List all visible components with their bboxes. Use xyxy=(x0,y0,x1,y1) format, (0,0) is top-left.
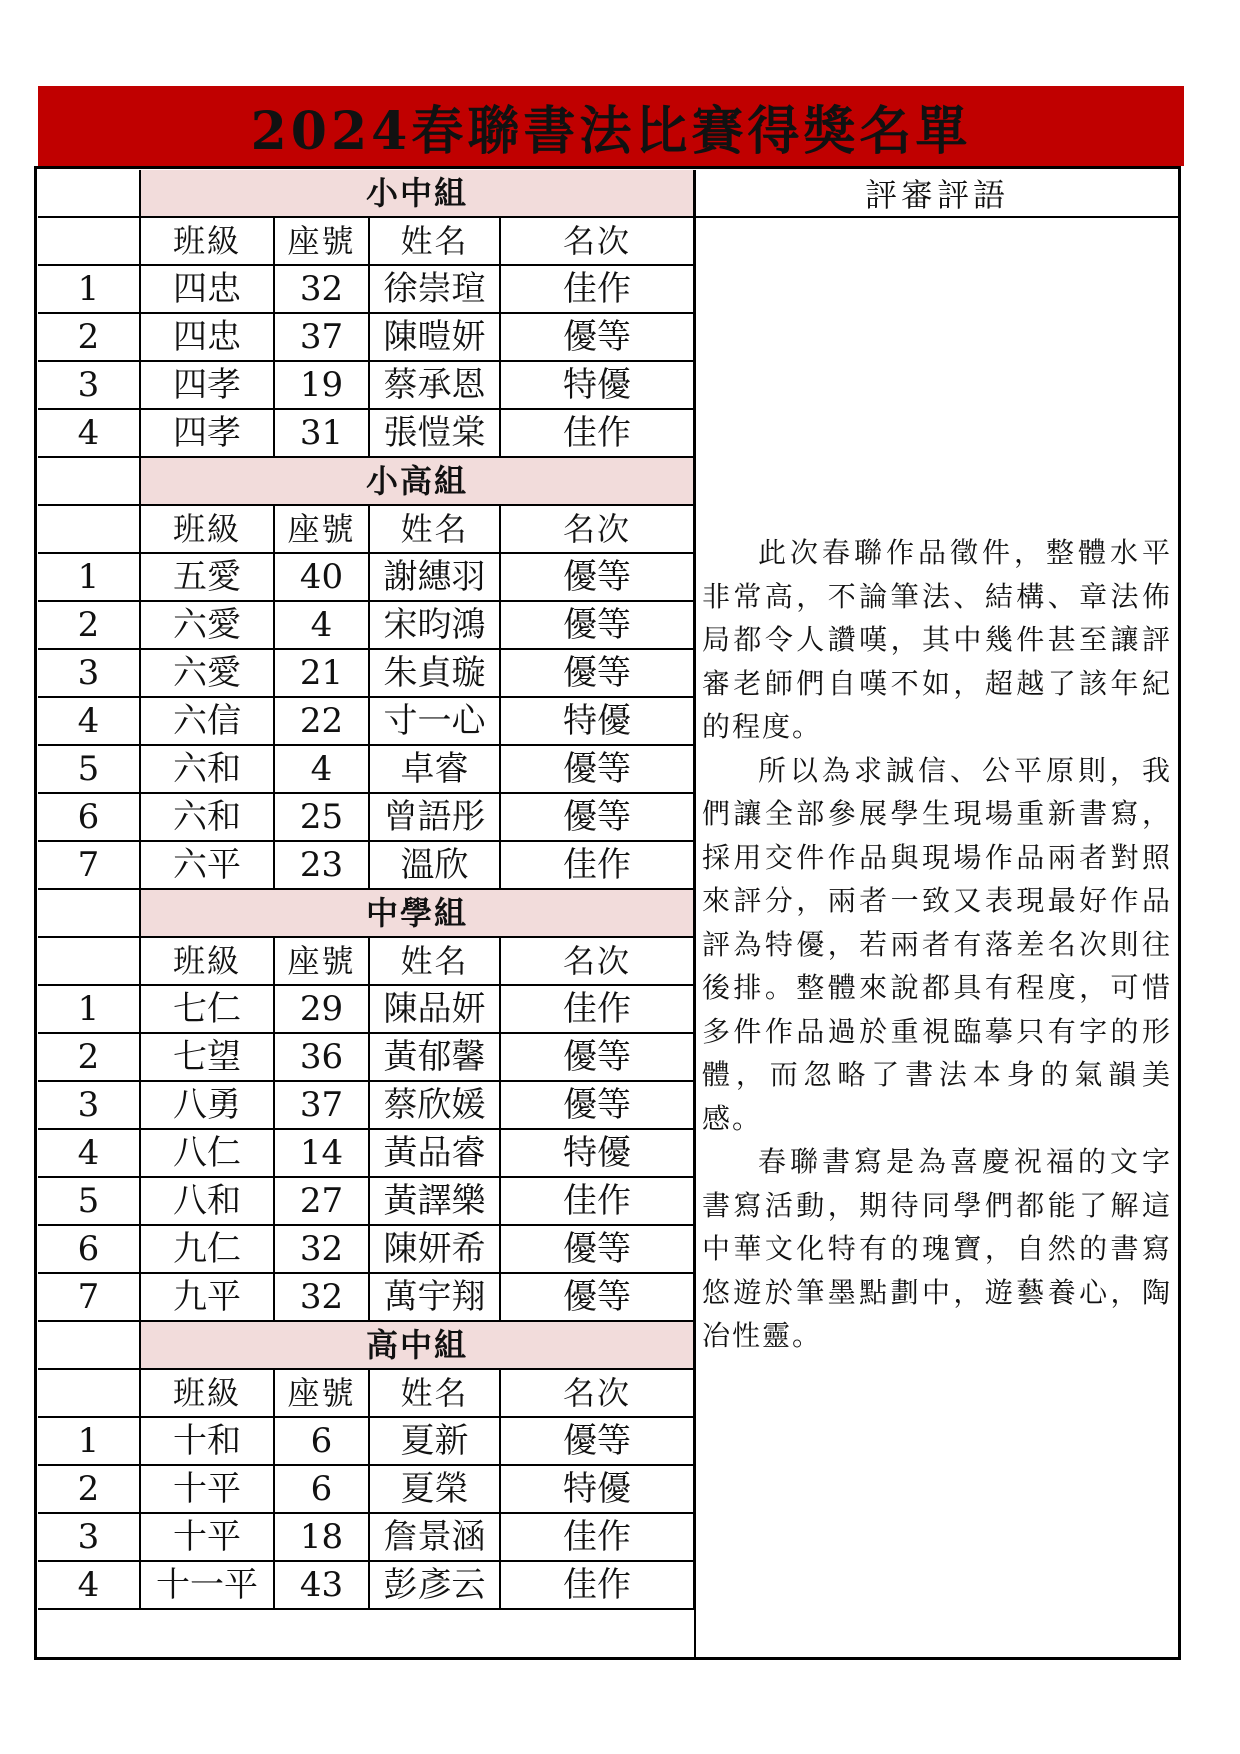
table-row xyxy=(38,1225,694,1273)
cell-name: 黃品睿 xyxy=(369,1129,500,1177)
column-header-row xyxy=(38,1369,694,1417)
cell-rank: 佳作 xyxy=(500,1513,694,1561)
cell-rank: 優等 xyxy=(500,1417,694,1465)
cell-seat: 32 xyxy=(274,1273,369,1321)
cell-class: 四孝 xyxy=(140,409,274,457)
row-number: 3 xyxy=(38,1081,140,1129)
table-row xyxy=(38,793,694,841)
blank-cell xyxy=(38,1321,140,1369)
row-number: 4 xyxy=(38,697,140,745)
cell-rank: 佳作 xyxy=(500,1561,694,1609)
table-row xyxy=(38,601,694,649)
table-row xyxy=(38,265,694,313)
results-table xyxy=(38,170,695,1610)
column-header: 座號 xyxy=(274,217,369,265)
column-header-row xyxy=(38,217,694,265)
table-row xyxy=(38,985,694,1033)
cell-seat: 25 xyxy=(274,793,369,841)
cell-rank: 特優 xyxy=(500,697,694,745)
row-number: 1 xyxy=(38,553,140,601)
table-row xyxy=(38,1033,694,1081)
row-number: 6 xyxy=(38,1225,140,1273)
cell-rank: 佳作 xyxy=(500,265,694,313)
comments-panel xyxy=(694,218,1178,1657)
cell-class: 十平 xyxy=(140,1465,274,1513)
row-number: 2 xyxy=(38,601,140,649)
table-row xyxy=(38,1417,694,1465)
row-number: 2 xyxy=(38,1033,140,1081)
cell-rank: 佳作 xyxy=(500,409,694,457)
cell-class: 五愛 xyxy=(140,553,274,601)
cell-class: 七望 xyxy=(140,1033,274,1081)
row-number: 1 xyxy=(38,265,140,313)
table-row xyxy=(38,313,694,361)
row-number: 4 xyxy=(38,409,140,457)
cell-class: 六愛 xyxy=(140,601,274,649)
table-row xyxy=(38,1273,694,1321)
table-row xyxy=(38,1129,694,1177)
column-header: 姓名 xyxy=(369,1369,500,1417)
cell-rank: 優等 xyxy=(500,649,694,697)
table-row xyxy=(38,1513,694,1561)
column-header: 座號 xyxy=(274,937,369,985)
blank-cell xyxy=(38,937,140,985)
row-number: 4 xyxy=(38,1129,140,1177)
row-number: 1 xyxy=(38,1417,140,1465)
column-header: 姓名 xyxy=(369,505,500,553)
blank-cell xyxy=(38,170,140,217)
cell-seat: 27 xyxy=(274,1177,369,1225)
cell-seat: 23 xyxy=(274,841,369,889)
blank-cell xyxy=(38,457,140,505)
cell-seat: 22 xyxy=(274,697,369,745)
cell-rank: 佳作 xyxy=(500,1177,694,1225)
column-header: 座號 xyxy=(274,1369,369,1417)
cell-seat: 6 xyxy=(274,1417,369,1465)
column-header-row xyxy=(38,505,694,553)
cell-name: 夏榮 xyxy=(369,1465,500,1513)
cell-name: 宋昀鴻 xyxy=(369,601,500,649)
cell-rank: 特優 xyxy=(500,1465,694,1513)
table-row xyxy=(38,361,694,409)
row-number: 6 xyxy=(38,793,140,841)
cell-name: 張愷棠 xyxy=(369,409,500,457)
row-number: 5 xyxy=(38,1177,140,1225)
comments-body xyxy=(702,531,1172,1358)
cell-seat: 29 xyxy=(274,985,369,1033)
row-number: 4 xyxy=(38,1561,140,1609)
table-row xyxy=(38,1561,694,1609)
cell-class: 八和 xyxy=(140,1177,274,1225)
row-number: 3 xyxy=(38,649,140,697)
column-header: 名次 xyxy=(500,1369,694,1417)
table-row xyxy=(38,1465,694,1513)
group-title-row xyxy=(38,457,694,505)
cell-rank: 優等 xyxy=(500,1225,694,1273)
cell-name: 黃譯樂 xyxy=(369,1177,500,1225)
comment-paragraph: 所以為求誠信、公平原則，我們讓全部參展學生現場重新書寫，採用交件作品與現場作品兩者對照來評分，兩者一致又表現最好作品評為特優，若兩者有落差名次則往後排。整體來說都具有程度，可惜多件作品過於重視臨摹只有字的形體，而忽略了書法本身的氣韻美感。 xyxy=(702,753,1172,1135)
cell-name: 萬宇翔 xyxy=(369,1273,500,1321)
comments-heading: 評審評語 xyxy=(694,170,1178,218)
group-title-row xyxy=(38,170,694,217)
column-header: 班級 xyxy=(140,937,274,985)
cell-rank: 優等 xyxy=(500,1081,694,1129)
cell-rank: 優等 xyxy=(500,1033,694,1081)
cell-seat: 40 xyxy=(274,553,369,601)
cell-class: 六和 xyxy=(140,793,274,841)
cell-class: 六和 xyxy=(140,745,274,793)
column-header: 名次 xyxy=(500,217,694,265)
group-title: 高中組 xyxy=(140,1321,694,1369)
blank-cell xyxy=(38,1369,140,1417)
cell-name: 詹景涵 xyxy=(369,1513,500,1561)
cell-name: 溫欣 xyxy=(369,841,500,889)
cell-name: 寸一心 xyxy=(369,697,500,745)
cell-rank: 佳作 xyxy=(500,841,694,889)
cell-seat: 37 xyxy=(274,313,369,361)
cell-seat: 43 xyxy=(274,1561,369,1609)
cell-name: 陳品妍 xyxy=(369,985,500,1033)
column-header: 姓名 xyxy=(369,217,500,265)
cell-rank: 特優 xyxy=(500,361,694,409)
table-row xyxy=(38,1177,694,1225)
blank-cell xyxy=(38,889,140,937)
group-title: 小中組 xyxy=(140,170,694,217)
row-number: 3 xyxy=(38,1513,140,1561)
cell-class: 六平 xyxy=(140,841,274,889)
cell-seat: 18 xyxy=(274,1513,369,1561)
cell-class: 八仁 xyxy=(140,1129,274,1177)
cell-class: 六愛 xyxy=(140,649,274,697)
group-title-row xyxy=(38,889,694,937)
cell-seat: 37 xyxy=(274,1081,369,1129)
cell-seat: 4 xyxy=(274,601,369,649)
blank-cell xyxy=(38,217,140,265)
row-number: 3 xyxy=(38,361,140,409)
cell-name: 曾語彤 xyxy=(369,793,500,841)
cell-rank: 佳作 xyxy=(500,985,694,1033)
table-row xyxy=(38,745,694,793)
cell-seat: 32 xyxy=(274,1225,369,1273)
column-header: 名次 xyxy=(500,505,694,553)
cell-rank: 優等 xyxy=(500,313,694,361)
cell-class: 十和 xyxy=(140,1417,274,1465)
column-header: 姓名 xyxy=(369,937,500,985)
group-title: 小高組 xyxy=(140,457,694,505)
cell-name: 陳暟妍 xyxy=(369,313,500,361)
cell-name: 黃郁馨 xyxy=(369,1033,500,1081)
cell-rank: 特優 xyxy=(500,1129,694,1177)
cell-class: 九仁 xyxy=(140,1225,274,1273)
group-title: 中學組 xyxy=(140,889,694,937)
column-header: 座號 xyxy=(274,505,369,553)
cell-rank: 優等 xyxy=(500,601,694,649)
cell-seat: 4 xyxy=(274,745,369,793)
group-title-row xyxy=(38,1321,694,1369)
page-title: 2024春聯書法比賽得獎名單 xyxy=(250,100,972,162)
cell-rank: 優等 xyxy=(500,1273,694,1321)
row-number: 7 xyxy=(38,1273,140,1321)
column-header: 班級 xyxy=(140,1369,274,1417)
table-row xyxy=(38,409,694,457)
row-number: 2 xyxy=(38,313,140,361)
table-row xyxy=(38,649,694,697)
cell-name: 卓睿 xyxy=(369,745,500,793)
cell-rank: 優等 xyxy=(500,553,694,601)
cell-class: 四孝 xyxy=(140,361,274,409)
table-row xyxy=(38,697,694,745)
cell-seat: 31 xyxy=(274,409,369,457)
row-number: 7 xyxy=(38,841,140,889)
comment-paragraph: 春聯書寫是為喜慶祝福的文字書寫活動，期待同學們都能了解這中華文化特有的瑰寶，自然的書寫悠遊於筆墨點劃中，遊藝養心，陶冶性靈。 xyxy=(702,1145,1172,1352)
cell-name: 謝繐羽 xyxy=(369,553,500,601)
row-number: 2 xyxy=(38,1465,140,1513)
cell-seat: 6 xyxy=(274,1465,369,1513)
comment-paragraph: 此次春聯作品徵件，整體水平非常高，不論筆法、結構、章法佈局都令人讚嘆，其中幾件甚至讓評審老師們自嘆不如，超越了該年紀的程度。 xyxy=(702,536,1172,743)
cell-seat: 19 xyxy=(274,361,369,409)
cell-name: 陳妍希 xyxy=(369,1225,500,1273)
table-row xyxy=(38,841,694,889)
column-header: 名次 xyxy=(500,937,694,985)
cell-name: 徐崇瑄 xyxy=(369,265,500,313)
cell-rank: 優等 xyxy=(500,745,694,793)
cell-class: 十平 xyxy=(140,1513,274,1561)
cell-class: 九平 xyxy=(140,1273,274,1321)
cell-name: 蔡承恩 xyxy=(369,361,500,409)
cell-seat: 36 xyxy=(274,1033,369,1081)
cell-seat: 14 xyxy=(274,1129,369,1177)
row-number: 5 xyxy=(38,745,140,793)
cell-class: 七仁 xyxy=(140,985,274,1033)
cell-class: 十一平 xyxy=(140,1561,274,1609)
cell-class: 四忠 xyxy=(140,313,274,361)
table-row xyxy=(38,1081,694,1129)
column-header: 班級 xyxy=(140,217,274,265)
cell-class: 四忠 xyxy=(140,265,274,313)
cell-name: 彭彥云 xyxy=(369,1561,500,1609)
table-row xyxy=(38,553,694,601)
cell-class: 六信 xyxy=(140,697,274,745)
row-number: 1 xyxy=(38,985,140,1033)
cell-class: 八勇 xyxy=(140,1081,274,1129)
cell-seat: 32 xyxy=(274,265,369,313)
cell-name: 朱貞璇 xyxy=(369,649,500,697)
column-header: 班級 xyxy=(140,505,274,553)
cell-name: 夏新 xyxy=(369,1417,500,1465)
blank-cell xyxy=(38,505,140,553)
cell-name: 蔡欣媛 xyxy=(369,1081,500,1129)
cell-seat: 21 xyxy=(274,649,369,697)
title-banner xyxy=(38,86,1184,166)
cell-rank: 優等 xyxy=(500,793,694,841)
column-header-row xyxy=(38,937,694,985)
